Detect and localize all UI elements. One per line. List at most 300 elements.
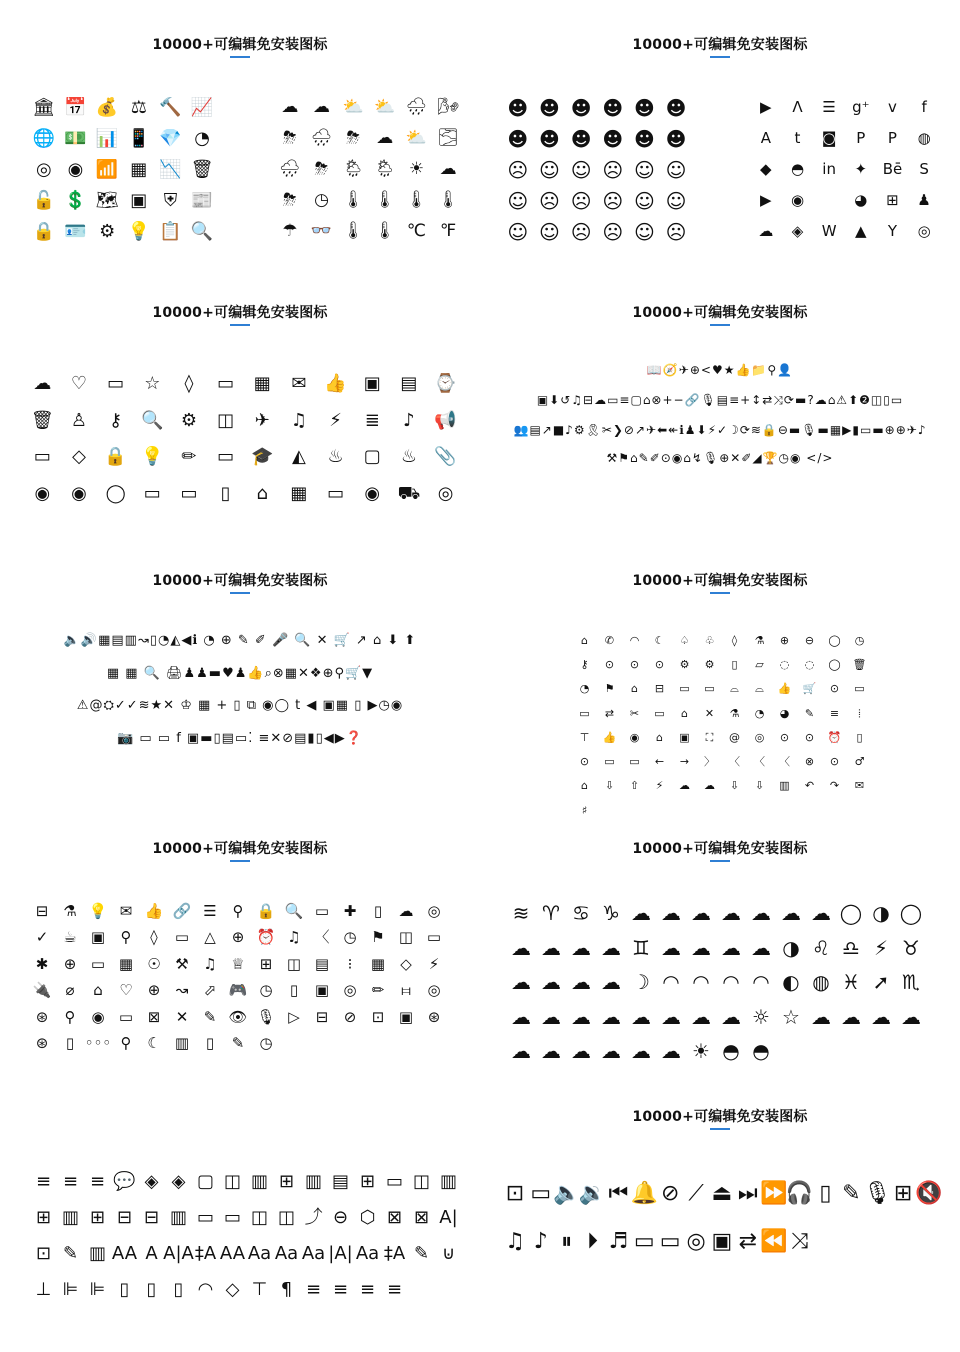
icon-8-0-34: ▥ [88,1243,106,1264]
icon-8-0-46: ✎ [413,1243,430,1264]
title-underline [230,592,250,594]
icon-6-0-23: ⏰ [256,928,276,947]
icon-8-0-30: ⊠ [413,1207,430,1228]
icon-6-0-46: ⌀ [65,981,75,1000]
icon-5-0-42: ⚗ [729,706,740,720]
icon-5-0-74: ⇧ [629,779,640,793]
icon-0-1-9: ☁ [376,128,394,148]
icon-2-0-16: ⚙ [180,409,198,431]
icon-0-1-28: ℃ [406,221,426,241]
icon-5-0-9: ⊖ [804,633,815,647]
icon-5-0-44: ◕ [779,706,790,720]
icon-0-0-4: 🔨 [159,96,182,118]
icon-2-0-2: ▭ [107,373,125,395]
icon-2-0-29: ▭ [217,446,235,468]
icon-1-1-29: ◎ [917,222,931,240]
icon-6-0-13: ☁ [398,901,414,920]
icon-2-0-1: ♡ [70,373,88,395]
icon-6-0-8: 🔒 [256,901,276,920]
icon-2-0-32: ♨ [327,446,344,468]
icon-0-0-26: ⚙ [99,220,116,242]
glyph-row: ▦ ▦ 🔍 🖨♟♟▬♥♟👍⌕⊗▦✕❖⊕⚲🛒▼ [106,666,374,681]
icon-1-0-8: ☻ [570,126,592,151]
icon-2-0-19: ♫ [290,409,307,431]
icon-1-1-11: ◍ [917,129,931,147]
icon-0-1-26: 🌡 [342,221,364,241]
icon-6-0-77: ◦◦◦ [84,1034,112,1053]
icon-8-0-38: ‡A [194,1243,217,1264]
icon-2-0-38: ◯ [105,482,126,504]
icon-1-1-17: S [919,160,929,178]
icon-6-0-82: ✎ [231,1034,245,1053]
icon-6-0-59: ◎ [427,981,441,1000]
icon-1-0-3: ☻ [602,95,624,120]
icon-6-0-53: ◷ [259,981,273,1000]
icon-6-0-45: 🔌 [32,981,52,1000]
icon-5-0-68: 〈 [779,755,790,769]
title-underline [710,860,730,862]
icon-5-0-22: ◯ [828,657,841,671]
icon-6-0-39: ◫ [286,954,302,973]
icon-0-0-25: 🪪 [64,220,87,242]
icon-6-0-4: 👍 [144,901,164,920]
icon-6-0-51: ⬀ [203,981,217,1000]
icon-1-1-12: ◆ [760,160,772,178]
icon-1-0-2: ☻ [570,95,592,120]
icon-2-0-17: ◫ [217,409,235,431]
icon-6-0-73: ▣ [398,1007,414,1026]
icon-0-0-12: ◎ [35,158,52,180]
icon-5-0-77: ☁ [704,779,715,793]
icon-grid-weather-zodiac [506,896,926,1069]
icon-1-1-20 [813,185,845,216]
icon-2-0-21: ≣ [364,409,380,431]
icon-6-0-19: ◊ [150,928,158,947]
icon-1-1-0: ▶ [760,98,772,116]
icon-2-0-24: ▭ [33,446,51,468]
icon-8-0-39: AA [219,1243,246,1264]
icon-grid-mixed [28,898,448,1057]
icon-grid-business [28,92,218,247]
icon-1-0-13: ☺ [539,157,560,182]
icon-1-0-19: ☹ [539,188,560,213]
panel-business-weather [0,0,480,268]
icon-1-1-23: ♟ [917,191,931,209]
icon-8-0-35: AA [111,1243,138,1264]
icon-6-0-9: 🔍 [284,901,304,920]
icon-grid-thin-line [572,628,872,822]
panel-title: 10000+可编辑免安装图标 [632,1109,808,1125]
icon-6-0-83: ◷ [259,1034,273,1053]
icon-1-1-28: Y [887,222,898,240]
icon-6-0-1: ⚗ [63,901,77,920]
icon-9-0-27: ⏪ [759,1229,788,1254]
icon-5-0-54: @ [729,730,740,744]
icon-2-0-9: ▣ [363,373,381,395]
icon-5-0-76: ☁ [679,779,690,793]
icon-6-0-78: ⚲ [120,1034,132,1053]
icon-6-0-69: ▷ [288,1007,300,1026]
icon-6-0-79: ☾ [147,1034,161,1053]
icon-5-0-52: ▣ [679,730,690,744]
icon-7-0-32: ☽ [632,970,650,995]
icon-2-0-47: ◎ [437,482,454,504]
icon-0-1-18: ⛈ [283,190,297,210]
icon-9-0-26: ⇄ [738,1229,758,1254]
icon-7-0-7: ☁ [721,901,741,926]
icon-9-0-4: ⏮ [608,1181,629,1206]
icon-8-0-7: ◫ [223,1171,241,1192]
icon-1-0-20: ☹ [570,188,592,213]
icon-7-0-6: ☁ [691,901,711,926]
icon-2-0-40: ▭ [180,482,198,504]
icon-6-0-43: ◇ [400,954,412,973]
icon-8-0-61: ≡ [386,1279,403,1300]
icon-7-0-60: ☁ [631,1039,651,1064]
icon-7-0-55: ☁ [901,1004,921,1029]
icon-7-0-11: ◯ [839,901,863,926]
icon-0-1-16: ☀ [408,159,425,179]
icon-1-0-0: ☻ [507,95,529,120]
icon-5-0-48: ⊤ [579,730,590,744]
icon-6-0-14: ◎ [427,901,441,920]
icon-1-0-25: ☺ [539,219,560,244]
icon-6-0-27: ⚑ [371,928,385,947]
icon-8-0-44: Aa [355,1243,380,1264]
icon-6-0-36: ♫ [203,954,217,973]
icon-0-0-10: 💎 [159,127,182,149]
icon-0-0-5: 📈 [190,96,214,118]
icon-5-0-28: ▭ [679,682,690,696]
icon-9-0-5: 🔔 [630,1181,659,1206]
icon-1-1-26: W [821,222,837,240]
icon-8-0-5: ◈ [171,1171,186,1192]
icon-5-0-17: ⚙ [704,657,715,671]
icon-0-0-27: 💡 [127,220,150,242]
icon-1-1-21: ◕ [854,191,868,209]
icon-9-0-22: ▭ [633,1229,655,1254]
icon-5-0-1: ✆ [604,633,615,647]
icon-6-0-71: ⊘ [343,1007,357,1026]
icon-5-0-49: 👍 [602,730,617,744]
icon-7-0-64: ◓ [752,1039,770,1064]
icon-6-0-17: ▣ [90,928,106,947]
icon-8-0-28: ⬡ [359,1207,376,1228]
icon-5-0-37: ⇄ [604,706,615,720]
icon-8-0-18: ⊞ [89,1207,106,1228]
icon-5-0-40: ⌂ [681,706,688,720]
icon-0-1-10: ⛅ [405,128,428,148]
icon-7-0-21: ☁ [721,935,741,960]
icon-2-0-11: ⌚ [434,373,457,395]
icon-5-0-41: ✕ [704,706,715,720]
icon-6-0-55: ▣ [314,981,330,1000]
icon-6-0-41: ⁝ [347,954,353,973]
icon-6-0-52: 🎮 [228,981,248,1000]
icon-0-0-14: 📶 [95,158,119,180]
icon-5-0-80: ▥ [779,779,790,793]
icon-5-0-12: ⚷ [580,657,589,671]
icon-1-0-5: ☻ [665,95,687,120]
panel-media-controls [480,1072,960,1352]
icon-8-0-13: ▭ [385,1171,403,1192]
icon-7-0-49: ☁ [721,1004,741,1029]
icon-5-0-35: ▭ [854,682,865,696]
icon-6-0-7: ⚲ [232,901,244,920]
icon-6-0-75: ⊛ [35,1034,49,1053]
icon-8-0-16: ⊞ [35,1207,52,1228]
icon-5-0-19: ▱ [755,657,764,671]
icon-2-0-37: ◉ [71,482,87,504]
icon-7-0-5: ☁ [661,901,681,926]
icon-5-0-57: ⊙ [804,730,815,744]
panel-thin-line-grid [480,536,960,817]
icon-9-0-28: ⤨ [790,1229,809,1254]
icon-7-0-20: ☁ [691,935,711,960]
icon-5-0-0: ⌂ [581,633,588,647]
panel-weather-zodiac [480,804,960,1072]
icon-8-0-3: 💬 [113,1171,136,1192]
icon-1-1-13: ◓ [790,160,805,178]
icon-6-0-40: ▤ [314,954,330,973]
icon-7-0-43: ☁ [541,1004,561,1029]
icon-7-0-39: ♓ [842,970,860,995]
icon-6-0-58: ⧦ [401,981,411,1000]
icon-5-0-5: ♧ [704,633,715,647]
icon-1-1-15: ✦ [854,160,868,178]
icon-6-0-30: ✱ [35,954,49,973]
icon-0-0-8: 📊 [95,127,119,149]
icon-8-0-29: ⊠ [386,1207,403,1228]
icon-1-0-11: ☻ [665,126,687,151]
icon-0-0-0: 🏛 [32,96,56,118]
icon-7-0-29: ☁ [541,970,561,995]
icon-7-0-58: ☁ [571,1039,591,1064]
icon-2-0-41: ▯ [220,482,231,504]
icon-2-0-39: ▭ [143,482,161,504]
icon-5-0-84: ♯ [581,803,588,817]
icon-5-0-47: ⦙ [858,706,861,720]
icon-1-1-27: ▲ [855,222,867,240]
icon-7-0-36: ◠ [752,970,770,995]
icon-7-0-42: ☁ [511,1004,531,1029]
icon-6-0-0: ⊟ [35,901,49,920]
glyph-row: 📖🧭✈⊕<♥★👍📁⚲👤 [646,363,794,377]
panel-title: 10000+可编辑免安装图标 [152,305,328,321]
icon-7-0-22: ☁ [751,935,771,960]
icon-6-0-50: ↝ [175,981,189,1000]
icon-5-0-21: ◌ [804,657,815,671]
icon-7-0-50: ☼ [752,1004,770,1029]
icon-0-0-2: 💰 [95,96,119,118]
icon-6-0-57: ✏ [371,981,385,1000]
icon-8-0-50: ⊫ [89,1279,106,1300]
icon-0-1-19: ◷ [314,190,329,210]
icon-6-0-31: ⊕ [63,954,77,973]
icon-1-0-29: ☹ [665,219,687,244]
icon-6-0-60: ⊛ [35,1007,49,1026]
icon-1-1-24: ☁ [758,222,774,240]
icon-7-0-40: ➚ [872,970,890,995]
icon-2-0-46: ⛟ [397,482,421,504]
icon-6-0-33: ▦ [118,954,134,973]
panel-mixed-outline [0,804,480,1072]
icon-6-0-24: ♫ [287,928,301,947]
icon-1-1-5: f [921,98,927,116]
icon-5-0-15: ⊙ [654,657,665,671]
icon-7-0-25: ♎ [842,935,860,960]
icon-5-0-18: ▯ [731,657,738,671]
icon-9-0-21: ♬ [608,1229,629,1254]
icon-9-0-10: ⏩ [759,1181,788,1206]
icon-9-0-23: ▭ [659,1229,681,1254]
icon-0-1-17: ☁ [439,159,457,179]
icon-1-1-2: ☰ [822,98,836,116]
icon-1-0-4: ☻ [634,95,655,120]
icon-grid-text-edit [30,1164,462,1308]
icon-9-0-11: 🎧 [785,1181,814,1206]
icon-2-0-6: ▦ [253,373,271,395]
icon-2-0-31: ◭ [292,446,306,468]
icon-1-1-6: A [760,129,771,147]
icon-2-0-26: 🔒 [104,446,127,468]
icon-0-1-5: 🌬 [437,97,459,117]
icon-8-0-0: ≡ [35,1171,52,1192]
icon-2-0-28: ✏ [181,446,197,468]
icon-1-0-27: ☹ [602,219,624,244]
icon-5-0-82: ↷ [829,779,840,793]
icon-7-0-13: ◯ [899,901,923,926]
icon-8-0-37: A|A [163,1243,194,1264]
icon-6-0-63: ▭ [118,1007,134,1026]
icon-9-0-1: ▭ [530,1181,552,1206]
icon-5-0-70: ⊙ [829,755,840,769]
icon-8-0-14: ◫ [412,1171,430,1192]
icon-9-0-12: ▯ [819,1181,832,1206]
icon-7-0-3: ♑ [602,901,620,926]
icon-1-1-4: v [888,98,897,116]
icon-6-0-15: ✓ [35,928,49,947]
title-underline [710,324,730,326]
icon-7-0-53: ☁ [841,1004,861,1029]
icon-5-0-62: ▭ [629,755,640,769]
icon-1-0-23: ☺ [665,188,687,213]
icon-6-0-3: ✉ [119,901,133,920]
icon-6-0-29: ▭ [426,928,442,947]
icon-2-0-44: ▭ [327,482,345,504]
icon-7-0-44: ☁ [571,1004,591,1029]
icon-5-0-83: ✉ [854,779,865,793]
icon-8-0-53: ▯ [173,1279,184,1300]
icon-2-0-10: ▤ [400,373,418,395]
glyph-row: ▣⬇↺♫⊟☁▭≡▢⌂⊗+−🔗🎙▤≡+↕⇄⤨⟳▬?☁⌂⚠⬆❷◫▯▭ [536,393,904,407]
icon-7-0-2: ♋ [572,901,590,926]
icon-6-0-22: ⊕ [231,928,245,947]
icon-0-0-17: 🗑 [190,158,214,180]
icon-6-0-47: ⌂ [93,981,103,1000]
icon-1-1-7: t [794,129,801,147]
icon-8-0-8: ▥ [250,1171,268,1192]
icon-0-1-24: ☂ [282,221,298,241]
icon-1-1-9: P [856,129,866,147]
icon-2-0-43: ▦ [290,482,308,504]
icon-6-0-80: ▥ [174,1034,190,1053]
icon-1-0-16: ☺ [634,157,655,182]
icon-7-0-4: ☁ [631,901,651,926]
icon-5-0-56: ⊙ [779,730,790,744]
icon-5-0-38: ✂ [629,706,640,720]
icon-6-0-44: ⚡ [428,954,440,973]
icon-8-0-47: ⊍ [441,1243,456,1264]
icon-6-0-42: ▦ [370,954,386,973]
icon-0-1-8: ⛈ [346,128,360,148]
icon-0-1-0: ☁ [281,97,299,117]
icon-0-0-7: 💵 [64,127,87,149]
icon-6-0-10: ▭ [314,901,330,920]
icon-9-0-15: ⊞ [893,1181,913,1206]
glyph-row: 🔈🔊▦▤▥↝▯◔◭◀ℹ ◔ ⊕ ✎ ✐ 🎤 🔍 ✕ 🛒 ↗ ⌂ ⬇ ⬆ [63,633,417,648]
icon-1-0-18: ☺ [507,188,529,213]
icon-8-0-22: ▭ [196,1207,214,1228]
icon-5-0-11: ◷ [854,633,865,647]
icon-6-0-49: ⊕ [147,981,161,1000]
icon-9-0-16: 🔇 [915,1181,943,1206]
icon-7-0-59: ☁ [601,1039,621,1064]
icon-7-0-62: ☀ [692,1039,710,1064]
icon-7-0-12: ◑ [872,901,890,926]
icon-2-0-18: ✈ [254,409,270,431]
icon-5-0-59: ▯ [856,730,863,744]
icon-7-0-1: ♈ [542,901,560,926]
icon-8-0-12: ⊞ [359,1171,376,1192]
icon-5-0-27: ⊟ [654,682,665,696]
icon-5-0-2: ◠ [629,633,640,647]
icon-0-0-6: 🌐 [32,127,56,149]
icon-6-0-26: ◷ [343,928,357,947]
icon-5-0-25: ⚑ [604,682,615,696]
icon-0-0-23: 📰 [190,189,214,211]
icon-2-0-27: 💡 [141,446,164,468]
icon-5-0-81: ↶ [804,779,815,793]
panel-emoji-social [480,0,960,268]
icon-5-0-16: ⚙ [679,657,690,671]
icon-0-1-25: 👓 [310,221,333,241]
icon-7-0-30: ☁ [571,970,591,995]
icon-7-0-31: ☁ [601,970,621,995]
icon-7-0-23: ◑ [782,935,800,960]
icon-7-0-46: ☁ [631,1004,651,1029]
icon-7-0-17: ☁ [601,935,621,960]
icon-5-0-60: ⊙ [579,755,590,769]
icon-5-0-39: ▭ [654,706,665,720]
icon-8-0-57: ¶ [280,1279,293,1300]
icon-7-0-0: ≋ [512,901,530,926]
icon-7-0-35: ◠ [722,970,740,995]
icon-0-1-20: 🌡 [342,190,364,210]
icon-5-0-64: → [679,755,690,769]
icon-5-0-7: ⚗ [754,633,765,647]
icon-6-0-61: ⚲ [64,1007,76,1026]
icon-5-0-71: ♂ [854,755,865,769]
icon-1-1-1: Λ [792,98,803,116]
icon-grid-outline [24,366,464,512]
title-underline [710,592,730,594]
icon-0-0-21: ▣ [130,189,148,211]
icon-6-0-54: ▯ [289,981,299,1000]
panel-font-glyphs-2 [0,536,480,804]
icon-0-1-1: ☁ [312,97,330,117]
icon-8-0-4: ◈ [144,1171,159,1192]
